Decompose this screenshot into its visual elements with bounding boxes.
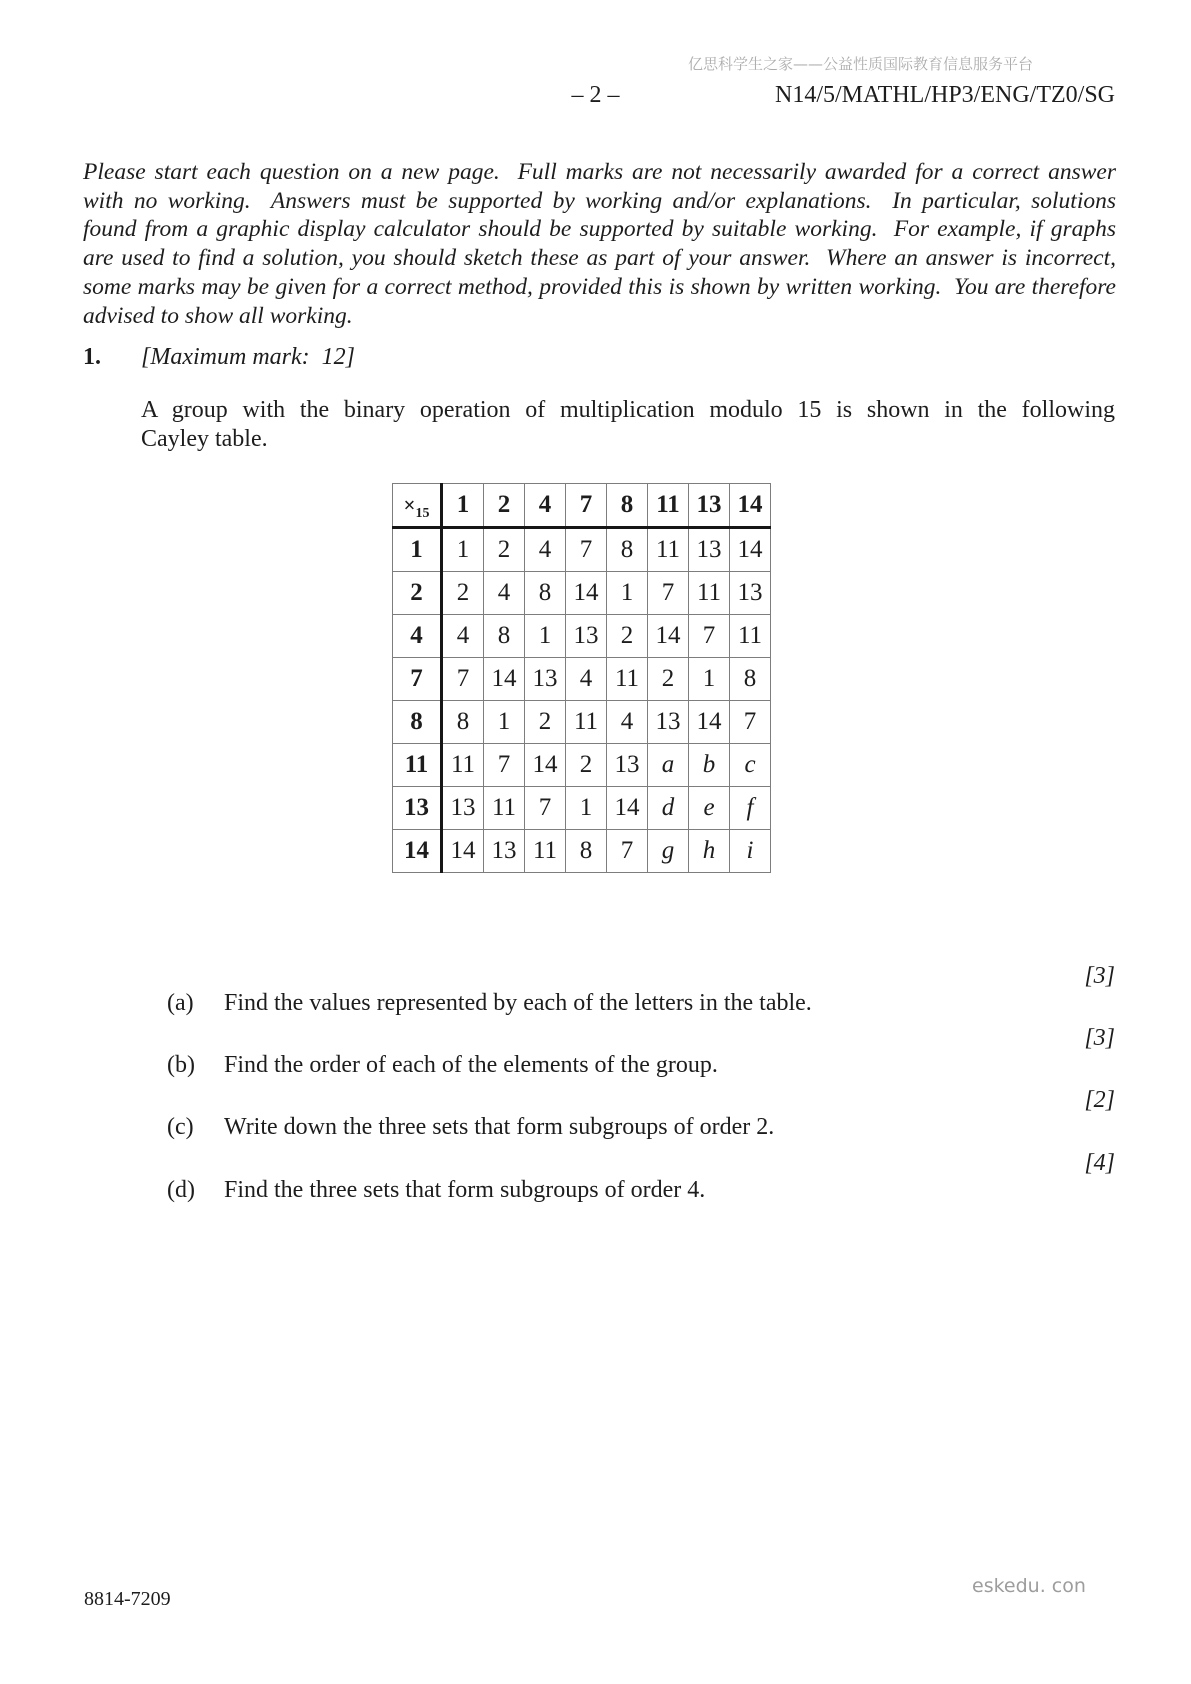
cayley-cell: h <box>689 830 730 873</box>
cayley-cell: 14 <box>648 615 689 658</box>
rubric-line: are used to find a solution, you should sketch these as part of your answer. Where an answer is incorrect, <box>83 245 1116 272</box>
cayley-col-header: 2 <box>484 484 525 528</box>
marks-badge: [3] <box>1084 963 1115 989</box>
cayley-cell: 11 <box>484 787 525 830</box>
cayley-cell: 1 <box>525 615 566 658</box>
cayley-cell: 14 <box>525 744 566 787</box>
cayley-row <box>393 615 771 658</box>
cayley-cell: 8 <box>484 615 525 658</box>
cayley-row-header: 13 <box>393 787 442 830</box>
cayley-cell: e <box>689 787 730 830</box>
cayley-cell: 8 <box>525 572 566 615</box>
cayley-cell: 2 <box>525 701 566 744</box>
cayley-cell: 4 <box>607 701 648 744</box>
cayley-cell: 13 <box>730 572 771 615</box>
cayley-cell: 2 <box>442 572 484 615</box>
cayley-cell: 11 <box>525 830 566 873</box>
cayley-cell: c <box>730 744 771 787</box>
cayley-cell: 4 <box>525 528 566 572</box>
cayley-cell: 7 <box>730 701 771 744</box>
cayley-cell: 13 <box>442 787 484 830</box>
question-part-d <box>143 1123 1115 1231</box>
cayley-row-header: 2 <box>393 572 442 615</box>
question-number: 1. <box>83 344 101 370</box>
cayley-table-body <box>393 484 771 873</box>
marks-badge: [4] <box>1084 1150 1115 1176</box>
cayley-cell: 7 <box>607 830 648 873</box>
cayley-cell: 8 <box>442 701 484 744</box>
cayley-row <box>393 572 771 615</box>
cayley-cell: 7 <box>442 658 484 701</box>
cayley-cell: 11 <box>730 615 771 658</box>
cayley-cell: 8 <box>607 528 648 572</box>
cayley-col-header: 1 <box>442 484 484 528</box>
cayley-cell: d <box>648 787 689 830</box>
cayley-col-header: 4 <box>525 484 566 528</box>
cayley-cell: 2 <box>566 744 607 787</box>
paper-code: N14/5/MATHL/HP3/ENG/TZ0/SG <box>774 82 1115 108</box>
part-label: (a) <box>167 990 194 1016</box>
cayley-row <box>393 701 771 744</box>
cayley-cell: 13 <box>648 701 689 744</box>
cayley-cell: 13 <box>689 528 730 572</box>
cayley-row-header: 4 <box>393 615 442 658</box>
cayley-row <box>393 830 771 873</box>
cayley-cell: 13 <box>525 658 566 701</box>
cayley-cell: 13 <box>607 744 648 787</box>
cayley-row <box>393 528 771 572</box>
cayley-table <box>392 483 771 873</box>
cayley-cell: 14 <box>689 701 730 744</box>
cayley-cell: 2 <box>648 658 689 701</box>
cayley-cell: 11 <box>566 701 607 744</box>
cayley-row-header: 8 <box>393 701 442 744</box>
cayley-cell: 4 <box>566 658 607 701</box>
question-intro-line: Cayley table. <box>141 425 268 452</box>
cayley-col-header: 14 <box>730 484 771 528</box>
publication-number: 8814-7209 <box>84 1588 171 1610</box>
cayley-col-header: 8 <box>607 484 648 528</box>
rubric-paragraph <box>83 158 1116 330</box>
marks-badge: [3] <box>1084 1025 1115 1051</box>
cayley-cell: 4 <box>442 615 484 658</box>
cayley-cell: 14 <box>566 572 607 615</box>
cayley-cell: i <box>730 830 771 873</box>
rubric-line: advised to show all working. <box>83 302 353 329</box>
cayley-cell: 13 <box>566 615 607 658</box>
cayley-cell: 1 <box>442 528 484 572</box>
cayley-row-header: 11 <box>393 744 442 787</box>
cayley-cell: 11 <box>442 744 484 787</box>
cayley-cell: 7 <box>566 528 607 572</box>
cayley-cell: 1 <box>484 701 525 744</box>
cayley-cell: 11 <box>689 572 730 615</box>
cayley-cell: f <box>730 787 771 830</box>
cayley-cell: 1 <box>566 787 607 830</box>
rubric-line: found from a graphic display calculator should be supported by suitable working. For example, if graphs <box>83 216 1116 243</box>
rubric-line: Please start each question on a new page. Full marks are not necessarily awarded for a correct answer <box>83 159 1116 185</box>
question-intro <box>141 396 1115 453</box>
cayley-row-header: 7 <box>393 658 442 701</box>
cayley-col-header: 13 <box>689 484 730 528</box>
part-label: (c) <box>167 1114 194 1140</box>
cayley-cell: b <box>689 744 730 787</box>
cayley-cell: a <box>648 744 689 787</box>
cayley-cell: 7 <box>525 787 566 830</box>
page-number: – 2 – <box>571 82 620 108</box>
maximum-mark: [Maximum mark: 12] <box>141 344 355 370</box>
part-text: Find the three sets that form subgroups of order 4. <box>224 1177 706 1203</box>
cayley-row <box>393 744 771 787</box>
cayley-row-header: 14 <box>393 830 442 873</box>
cayley-cell: 8 <box>566 830 607 873</box>
part-label: (d) <box>167 1177 195 1203</box>
cayley-row-header: 1 <box>393 528 442 572</box>
site-watermark: eskedu. con <box>972 1575 1086 1597</box>
cayley-cell: 14 <box>484 658 525 701</box>
cayley-cell: 8 <box>730 658 771 701</box>
part-text: Write down the three sets that form subgroups of order 2. <box>224 1114 775 1140</box>
question-intro-line: A group with the binary operation of multiplication modulo 15 is shown in the following <box>141 397 1115 423</box>
cayley-cell: g <box>648 830 689 873</box>
cayley-cell: 2 <box>607 615 648 658</box>
part-text: Find the order of each of the elements of the group. <box>224 1052 718 1078</box>
cayley-cell: 11 <box>648 528 689 572</box>
cayley-cell: 14 <box>442 830 484 873</box>
cayley-cell: 7 <box>689 615 730 658</box>
question-heading <box>83 344 355 371</box>
cayley-cell: 4 <box>484 572 525 615</box>
cayley-cell: 7 <box>648 572 689 615</box>
cayley-cell: 14 <box>730 528 771 572</box>
cayley-cell: 1 <box>689 658 730 701</box>
rubric-line: with no working. Answers must be supported by working and/or explanations. In particular, solutions <box>83 187 1116 214</box>
cayley-corner-operator: $\times_{15}$ <box>393 484 442 528</box>
watermark-text: 亿思科学生之家——公益性质国际教育信息服务平台 <box>687 55 1033 73</box>
part-text: Find the values represented by each of the letters in the table. <box>224 990 812 1016</box>
cayley-cell: 11 <box>607 658 648 701</box>
cayley-col-header: 11 <box>648 484 689 528</box>
marks-badge: [2] <box>1084 1087 1115 1113</box>
cayley-cell: 13 <box>484 830 525 873</box>
part-label: (b) <box>167 1052 195 1078</box>
cayley-cell: 14 <box>607 787 648 830</box>
cayley-row <box>393 787 771 830</box>
cayley-cell: 7 <box>484 744 525 787</box>
cayley-col-header: 7 <box>566 484 607 528</box>
cayley-row <box>393 658 771 701</box>
cayley-cell: 1 <box>607 572 648 615</box>
rubric-line: some marks may be given for a correct method, provided this is shown by written working. You are therefore <box>83 273 1116 300</box>
cayley-cell: 2 <box>484 528 525 572</box>
